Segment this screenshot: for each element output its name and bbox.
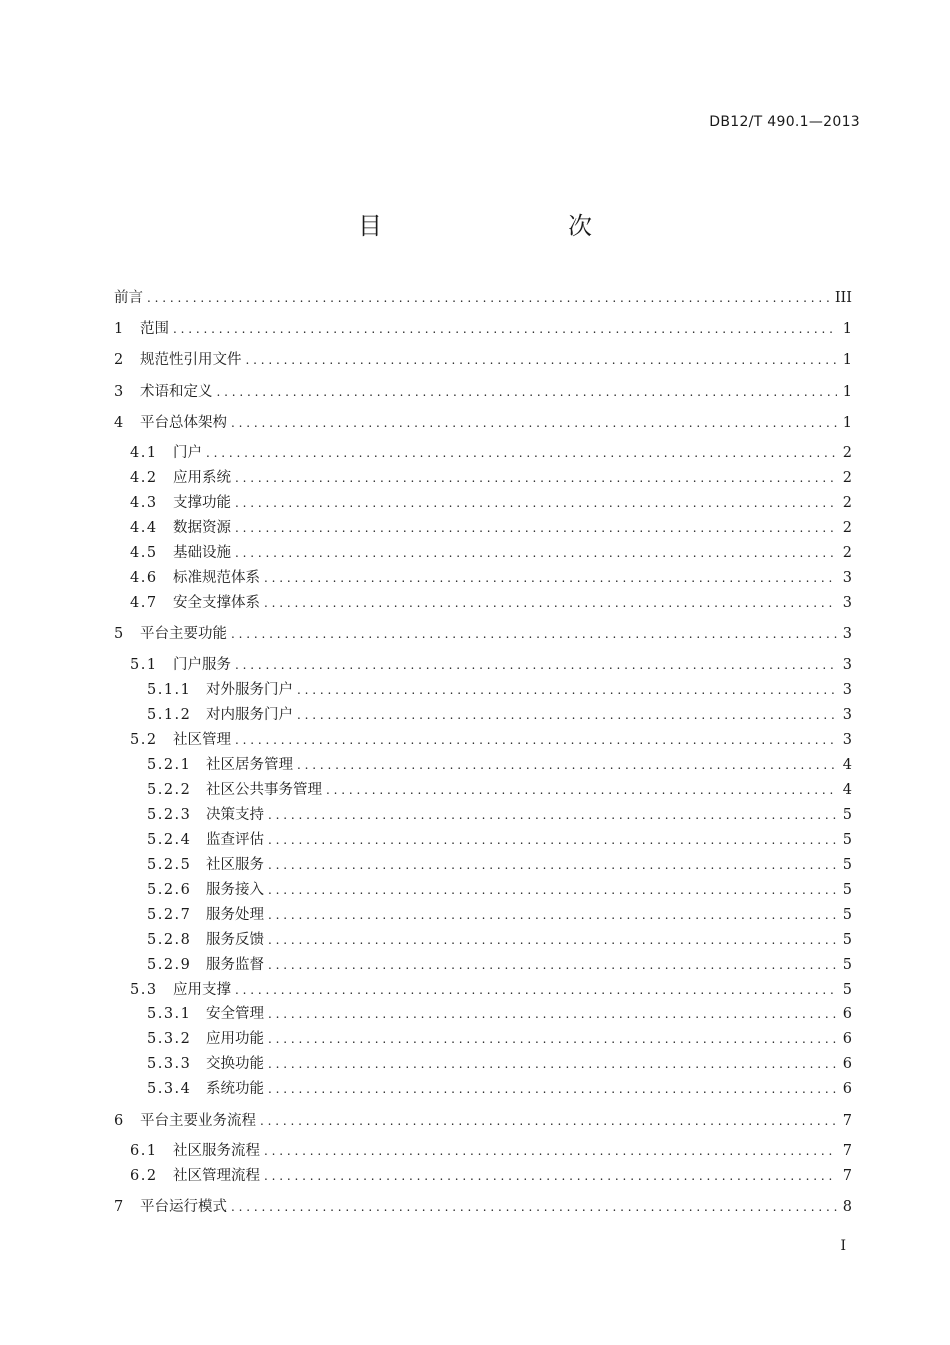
toc-entry-title: 社区服务 (206, 857, 264, 873)
toc-entry-number: 5.3.3 (147, 1056, 192, 1072)
toc-dot-leader (235, 729, 837, 751)
toc-entry[interactable] (114, 904, 852, 926)
toc-entry[interactable] (114, 467, 852, 489)
toc-entry-page: 6 (842, 1081, 852, 1097)
toc-entry[interactable] (114, 954, 852, 976)
toc-entry[interactable] (114, 804, 852, 826)
toc-entry-title: 前言 (114, 290, 143, 306)
toc-entry-title: 数据资源 (173, 520, 231, 536)
toc-entry-number: 2 (114, 352, 125, 368)
toc-dot-leader (235, 654, 837, 676)
toc-entry-page: 2 (842, 545, 852, 561)
toc-entry-page: 7 (842, 1168, 852, 1184)
toc-entry-number: 5.2.6 (147, 882, 192, 898)
toc-entry-title: 系统功能 (206, 1081, 264, 1097)
toc-entry-title: 应用支撑 (173, 982, 231, 998)
toc-dot-leader (231, 623, 837, 645)
toc-entry[interactable] (114, 623, 852, 645)
toc-entry[interactable] (114, 729, 852, 751)
toc-entry-number: 3 (114, 384, 125, 400)
toc-entry[interactable] (114, 754, 852, 776)
toc-entry-number: 4.1 (130, 445, 158, 461)
toc-dot-leader (268, 904, 837, 926)
toc-entry[interactable] (114, 854, 852, 876)
toc-dot-leader (235, 467, 837, 489)
toc-entry-page: 3 (842, 657, 852, 673)
toc-entry-number: 5.2.1 (147, 757, 192, 773)
toc-entry-number: 4.3 (130, 495, 158, 511)
toc-entry-title: 门户服务 (173, 657, 231, 673)
toc-entry-title: 标准规范体系 (173, 570, 260, 586)
toc-entry-page: 2 (842, 520, 852, 536)
toc-entry-number: 4 (114, 415, 125, 431)
toc-dot-leader (217, 381, 837, 403)
toc-dot-leader (231, 1196, 837, 1218)
toc-entry-title: 社区服务流程 (173, 1143, 260, 1159)
toc-dot-leader (297, 754, 837, 776)
toc-dot-leader (268, 854, 837, 876)
toc-entry-number: 6.1 (130, 1143, 158, 1159)
toc-entry-title: 平台总体架构 (140, 415, 227, 431)
toc-entry-title: 应用系统 (173, 470, 231, 486)
toc-dot-leader (264, 592, 837, 614)
toc-entry-page: 3 (842, 626, 852, 642)
toc-dot-leader (268, 1053, 837, 1075)
toc-entry[interactable] (114, 1165, 852, 1187)
toc-entry-number: 5.3.4 (147, 1081, 192, 1097)
toc-dot-leader (260, 1110, 837, 1132)
toc-dot-leader (268, 929, 837, 951)
toc-entry-page: 2 (842, 495, 852, 511)
toc-entry-page: 2 (842, 470, 852, 486)
toc-entry[interactable] (114, 287, 852, 309)
toc-entry-title: 范围 (140, 321, 169, 337)
toc-entry-title: 平台主要业务流程 (140, 1113, 256, 1129)
toc-entry-number: 5.1 (130, 657, 158, 673)
toc-entry[interactable] (114, 879, 852, 901)
toc-entry-page: 5 (842, 957, 852, 973)
toc-entry[interactable] (114, 412, 852, 434)
toc-entry-number: 6 (114, 1113, 125, 1129)
toc-dot-leader (264, 1140, 837, 1162)
toc-entry-number: 5.2.7 (147, 907, 192, 923)
toc-entry-title: 社区管理流程 (173, 1168, 260, 1184)
page-number: I (840, 1238, 846, 1254)
toc-entry-page: 3 (842, 682, 852, 698)
toc-dot-leader (268, 829, 837, 851)
toc-entry-page: 3 (842, 732, 852, 748)
toc-entry-title: 平台主要功能 (140, 626, 227, 642)
toc-dot-leader (264, 567, 837, 589)
toc-entry-page: 5 (842, 907, 852, 923)
toc-entry[interactable] (114, 1140, 852, 1162)
toc-dot-leader (268, 879, 837, 901)
toc-entry-page: 5 (842, 982, 852, 998)
toc-entry-number: 7 (114, 1199, 125, 1215)
toc-entry[interactable] (114, 349, 852, 371)
toc-entry-page: 4 (842, 757, 852, 773)
toc-entry-page: 2 (842, 445, 852, 461)
toc-dot-leader (297, 704, 837, 726)
toc-entry[interactable] (114, 1078, 852, 1100)
toc-entry[interactable] (114, 442, 852, 464)
toc-entry-title: 支撑功能 (173, 495, 231, 511)
toc-entry-number: 5.2 (130, 732, 158, 748)
toc-entry-title: 社区管理 (173, 732, 231, 748)
toc-entry-page: 7 (842, 1143, 852, 1159)
toc-entry-page: 1 (842, 384, 852, 400)
toc-entry[interactable] (114, 929, 852, 951)
toc-entry-page: 6 (842, 1006, 852, 1022)
toc-entry[interactable] (114, 517, 852, 539)
toc-dot-leader (231, 412, 837, 434)
toc-entry[interactable] (114, 779, 852, 801)
toc-entry-page: 5 (842, 857, 852, 873)
toc-entry-page: 1 (842, 321, 852, 337)
toc-entry-title: 服务反馈 (206, 932, 264, 948)
toc-entry-title: 门户 (173, 445, 202, 461)
toc-entry[interactable] (114, 542, 852, 564)
toc-entry-page: 3 (842, 570, 852, 586)
toc-entry-number: 5.1.1 (147, 682, 192, 698)
toc-entry[interactable] (114, 492, 852, 514)
toc-entry-page: 1 (842, 415, 852, 431)
toc-entry[interactable] (114, 1196, 852, 1218)
toc-entry[interactable] (114, 654, 852, 676)
toc-entry-title: 规范性引用文件 (140, 352, 242, 368)
toc-entry[interactable] (114, 704, 852, 726)
toc-dot-leader (268, 1078, 837, 1100)
document-code: DB12/T 490.1—2013 (709, 114, 860, 130)
toc-entry-number: 4.5 (130, 545, 158, 561)
toc-entry-number: 5.3.2 (147, 1031, 192, 1047)
toc-entry-page: 6 (842, 1031, 852, 1047)
toc-entry-title: 安全支撑体系 (173, 595, 260, 611)
toc-entry-number: 5.2.8 (147, 932, 192, 948)
toc-entry-title: 平台运行模式 (140, 1199, 227, 1215)
toc-dot-leader (268, 804, 837, 826)
toc-entry-page: 8 (842, 1199, 852, 1215)
toc-entry[interactable] (114, 1028, 852, 1050)
toc-entry-title: 交换功能 (206, 1056, 264, 1072)
toc-entry-number: 5.3.1 (147, 1006, 192, 1022)
toc-entry-number: 5.2.2 (147, 782, 192, 798)
toc-dot-leader (326, 779, 837, 801)
toc-entry-number: 5.2.4 (147, 832, 192, 848)
toc-entry-title: 服务处理 (206, 907, 264, 923)
toc-dot-leader (206, 442, 837, 464)
toc-entry-title: 社区公共事务管理 (206, 782, 322, 798)
toc-dot-leader (173, 318, 837, 340)
toc-dot-leader (268, 954, 837, 976)
toc-entry[interactable] (114, 679, 852, 701)
toc-entry-title: 服务监督 (206, 957, 264, 973)
toc-dot-leader (264, 1165, 837, 1187)
toc-dot-leader (246, 349, 837, 371)
toc-entry-title: 基础设施 (173, 545, 231, 561)
toc-entry[interactable] (114, 1003, 852, 1025)
toc-entry-title: 服务接入 (206, 882, 264, 898)
toc-entry-number: 5.3 (130, 982, 158, 998)
toc-dot-leader (297, 679, 837, 701)
toc-entry-title: 监查评估 (206, 832, 264, 848)
toc-entry[interactable] (114, 979, 852, 1001)
toc-entry-title: 社区居务管理 (206, 757, 293, 773)
toc-entry-title: 对外服务门户 (206, 682, 293, 698)
toc-entry[interactable] (114, 318, 852, 340)
toc-dot-leader (268, 1028, 837, 1050)
toc-entry-page: 5 (842, 882, 852, 898)
toc-entry-page: 5 (842, 832, 852, 848)
toc-entry-number: 4.4 (130, 520, 158, 536)
toc-entry-number: 4.6 (130, 570, 158, 586)
toc-entry-title: 术语和定义 (140, 384, 213, 400)
toc-entry-page: 3 (842, 707, 852, 723)
toc-entry-number: 5.2.3 (147, 807, 192, 823)
toc-entry-number: 4.2 (130, 470, 158, 486)
toc-dot-leader (235, 517, 837, 539)
toc-entry-page: III (834, 290, 852, 306)
toc-entry-number: 4.7 (130, 595, 158, 611)
toc-entry-number: 5 (114, 626, 125, 642)
toc-entry-page: 7 (842, 1113, 852, 1129)
toc-entry[interactable] (114, 1053, 852, 1075)
toc-entry[interactable] (114, 1110, 852, 1132)
toc-entry-number: 6.2 (130, 1168, 158, 1184)
toc-entry[interactable] (114, 381, 852, 403)
toc-dot-leader (235, 979, 837, 1001)
toc-entry-number: 5.2.5 (147, 857, 192, 873)
toc-dot-leader (268, 1003, 837, 1025)
toc-entry-title: 对内服务门户 (206, 707, 293, 723)
toc-entry-page: 1 (842, 352, 852, 368)
toc-entry[interactable] (114, 829, 852, 851)
toc-entry[interactable] (114, 567, 852, 589)
toc-entry-number: 5.1.2 (147, 707, 192, 723)
toc-dot-leader (235, 492, 837, 514)
toc-entry[interactable] (114, 592, 852, 614)
toc-dot-leader (235, 542, 837, 564)
toc-dot-leader (147, 287, 829, 309)
toc-entry-title: 安全管理 (206, 1006, 264, 1022)
toc-entry-page: 4 (842, 782, 852, 798)
toc-entry-title: 应用功能 (206, 1031, 264, 1047)
toc-entry-page: 6 (842, 1056, 852, 1072)
toc-entry-page: 5 (842, 807, 852, 823)
toc-entry-number: 5.2.9 (147, 957, 192, 973)
toc-title: 目 次 (358, 212, 638, 240)
toc-entry-number: 1 (114, 321, 125, 337)
toc-entry-title: 决策支持 (206, 807, 264, 823)
toc-entry-page: 3 (842, 595, 852, 611)
toc-entry-page: 5 (842, 932, 852, 948)
